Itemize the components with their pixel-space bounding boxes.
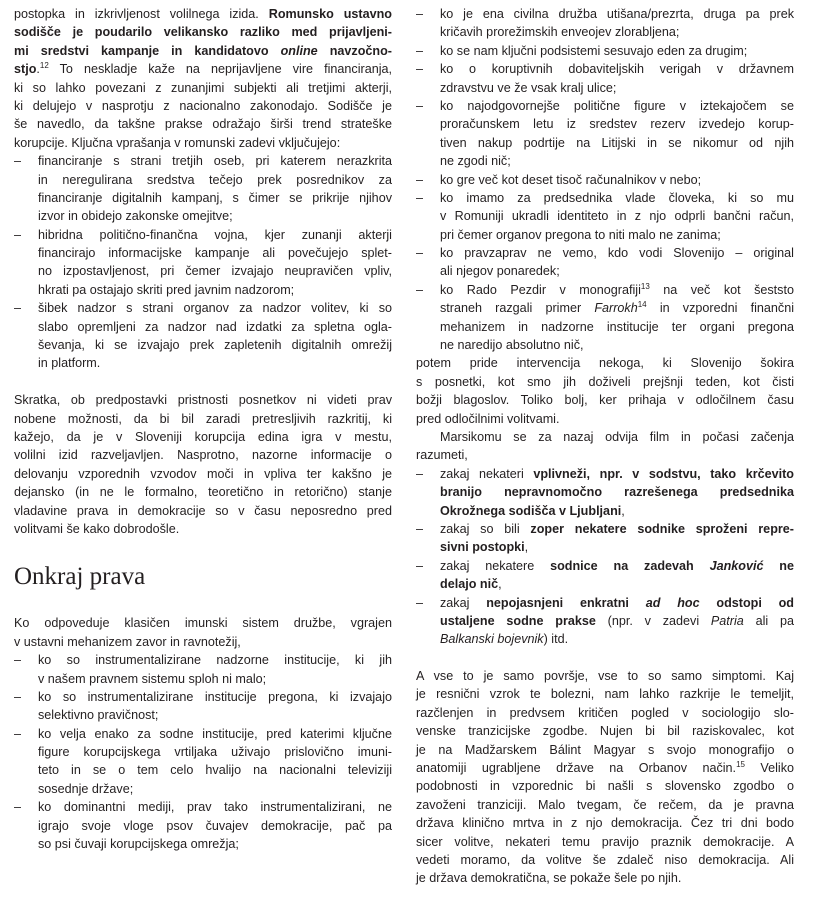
text-line: branijo nepravnomočno razrešenega predsednika <box>440 485 794 500</box>
text-line: ne zgodi nič; <box>440 154 511 169</box>
text-line: Balkanski bojevnik) itd. <box>440 632 569 647</box>
text-line: ko so instrumentalizirane nadzorne institucije, ki jih <box>38 653 392 668</box>
why-list <box>416 465 794 649</box>
text-line: selektivno pravičnost; <box>38 708 159 723</box>
list-dash: – <box>416 246 424 261</box>
text-line: sivni postopki, <box>440 540 529 555</box>
text-line: zakaj nekateri vplivneži, npr. v sodstvu, tako krčevito <box>440 466 794 481</box>
text-line: ko Rado Pezdir v monografiji$^{13}$ na več kot šeststo <box>440 281 794 297</box>
text-line: Marsikomu se za nazaj odvija film in počasi začenja <box>440 429 794 444</box>
list-dash: – <box>416 466 424 481</box>
list-item <box>416 171 794 189</box>
list-dash: – <box>416 595 424 610</box>
text-line: sodišče je poudarilo velikansko razliko med prijavljeni- <box>14 25 392 40</box>
list-item <box>416 97 794 171</box>
text-line: straneh razgali primer Farrokh$^{14}$ in vzporedni finančni <box>440 300 794 316</box>
text-line: razumeti, <box>416 448 468 463</box>
symptoms-list <box>416 5 794 354</box>
text-line: volitvami še kako dobrodošle. <box>14 521 180 536</box>
list-dash: – <box>416 43 424 58</box>
text-line: zakaj nekatere sodnice na zadevah Janković ne <box>440 558 794 573</box>
text-line: zakaj nepojasnjeni enkratni ad hoc odstopi od <box>440 595 795 610</box>
intervention-paragraph <box>416 354 794 428</box>
text-line: zdravstvu ve že vsak kralj ulice; <box>440 80 617 95</box>
text-line: delovanju vzporednih vzvodov moči in vpliva ter kakšno je <box>14 466 392 481</box>
text-line: mi sredstvi kampanje in kandidatovo online navzočno- <box>14 43 392 58</box>
list-item <box>14 299 392 373</box>
list-item <box>416 281 794 355</box>
list-item <box>14 725 392 799</box>
text-line: sicer volitve, nekateri temu pravijo praznik demokracije. A <box>416 834 794 849</box>
text-line: Skratka, ob predpostavki pristnosti posnetkov ni videti prav <box>14 393 392 408</box>
text-line: financiranje s strani tretjih oseb, pri katerem nerazkrita <box>38 154 392 169</box>
text-line: hibridna politično-finančna vojna, kjer zunanji akterji <box>38 227 392 242</box>
text-line: potem pride intervencija nekoga, ki Slovenijo šokira <box>416 356 794 371</box>
list-dash: – <box>14 227 22 242</box>
text-line: ko pravzaprav ne vemo, kdo vodi Slovenijo – original <box>440 246 794 261</box>
text-line: kažejo, da je v Sloveniji korupcija edina igra v mestu, <box>14 429 392 444</box>
institutions-list <box>14 651 392 853</box>
conclusion-paragraph <box>416 667 794 888</box>
list-dash: – <box>416 7 424 21</box>
list-dash: – <box>14 653 22 668</box>
text-line: razčlenjen in predvsem kritičen pogled v sociologijo slo- <box>416 705 794 720</box>
text-line: slabo opremljeni za nadzor nad izdatki za spletna ogla- <box>38 319 392 334</box>
text-line: božji blagoslov. Toliko bolj, ker prihaja v odločilnem času <box>416 393 794 408</box>
list-item <box>14 688 392 725</box>
text-line: postopka in izkrivljenost volilnega izida. Romunsko ustavno <box>14 7 392 21</box>
text-line: in platform. <box>38 356 101 371</box>
list-dash: – <box>14 800 22 815</box>
right-column <box>416 5 794 888</box>
section-heading: Onkraj prava <box>14 563 146 591</box>
text-line: je država demokratična, se pokaže šele po njih. <box>416 871 682 886</box>
text-line: vedeti moramo, da volitve še zdaleč niso demokracija. Ali <box>416 852 794 867</box>
intro-paragraph <box>14 5 392 152</box>
immune-system-paragraph <box>14 614 392 651</box>
text-line: v našem pravnem sistemu sploh ni malo; <box>38 671 267 686</box>
text-line: s posnetki, kot smo jih doživeli prejšnji teden, kot čisti <box>416 374 794 389</box>
list-item <box>416 5 794 42</box>
text-line: proračunskem letu iz sredstev rezerv izvedejo korup- <box>440 117 794 132</box>
text-line: mehanizem in nadzorne institucije ter organi pregona <box>440 319 794 334</box>
list-item <box>416 244 794 281</box>
list-item <box>416 465 794 520</box>
text-line: stjo.$^{12}$ To neskladje kaže na neprijavljene vire financiranja, <box>14 60 392 77</box>
text-line: so psi čuvaji korupcijskega omrežja; <box>38 837 239 852</box>
text-line: in neregulirana sredstva tečejo prek posrednikov za <box>38 172 392 187</box>
text-line: A vse to je samo površje, vse to so samo simptomi. Kaj <box>416 669 794 684</box>
text-line: ko gre več kot deset tisoč računalnikov v nebo; <box>440 172 702 187</box>
text-line: zavoženi tranziciji. Malo tvegam, če rečem, da je pravna <box>416 797 794 812</box>
text-line: ko so instrumentalizirane institucije pregona, ki izvajajo <box>38 689 392 704</box>
text-line: šibek nadzor s strani organov za nadzor volitev, ki so <box>38 301 392 316</box>
text-line: teto in se o tem celo hvalijo na nacionalni televiziji <box>38 763 392 778</box>
text-line: financirajo informacijske kampanje ali povečujejo splet- <box>38 246 392 261</box>
text-line: vladavine prava in demokracije so v času neposredno pred <box>14 503 392 518</box>
text-line: ševanja, ki se izvajajo prek zapletenih digitalnih omrežij <box>38 338 392 353</box>
summary-paragraph <box>14 391 392 538</box>
text-line: še navedlo, da takšne prakse odražajo širši trend strateške <box>14 117 392 132</box>
list-dash: – <box>14 154 22 169</box>
text-line: je resnični vzrok te bolezni, nam lahko razkrije le temeljit, <box>416 687 794 702</box>
list-dash: – <box>416 558 424 573</box>
list-dash: – <box>416 521 424 536</box>
text-line: v ustavni mehanizem zavor in ravnotežij, <box>14 634 241 649</box>
text-line: Ko odpoveduje klasičen imunski sistem družbe, vgrajen <box>14 616 392 631</box>
list-item <box>416 594 794 649</box>
list-item <box>416 520 794 557</box>
text-line: zakaj so bili zoper nekatere sodnike sproženi repre- <box>440 521 794 536</box>
text-line: ki so lahko povezani z zunanjimi subjekti ali tretjimi akterji, <box>14 80 392 95</box>
list-dash: – <box>14 689 22 704</box>
list-item <box>416 557 794 594</box>
text-line: financiranje digitalnih kampanj, s čimer se prikrije njihov <box>38 190 392 205</box>
text-line: ko dominantni mediji, prav tako instrumentalizirani, ne <box>38 800 392 815</box>
text-line: nobene možnosti, da bi bil zaradi pretresljivih razkritij, ki <box>14 411 392 426</box>
text-line: pri čemer organov pregona to niti malo ne zanima; <box>440 227 721 242</box>
list-item <box>416 60 794 97</box>
text-line: je na Madžarskem Bálint Magyar s svojo monografijo o <box>416 742 794 757</box>
list-dash: – <box>416 172 424 187</box>
text-line: figure korupcijskega vrtiljaka uživajo prislovično imuni- <box>38 745 392 760</box>
text-line: tiven nakup podrtije na Litijski in se nikomur od njih <box>440 135 794 150</box>
text-line: ki delujejo v nasprotju z nacionalno zakonodajo. Sodišče je <box>14 98 392 113</box>
understanding-paragraph <box>416 428 794 465</box>
text-line: delajo nič, <box>440 577 502 592</box>
romania-issues-list <box>14 152 392 373</box>
list-item <box>416 42 794 60</box>
text-line: ko o koruptivnih dobaviteljskih verigah v državnem <box>440 62 794 77</box>
list-dash: – <box>416 98 424 113</box>
list-item <box>14 798 392 853</box>
text-line: dejansko (in ne le formalno, teoretično in retorično) stanje <box>14 485 392 500</box>
text-line: pred odločilnimi volitvami. <box>416 411 560 426</box>
left-column <box>14 5 392 853</box>
list-dash: – <box>416 62 424 77</box>
list-dash: – <box>14 726 22 741</box>
text-line: igrajo svoje vloge psov čuvajev demokracije, pač pa <box>38 818 392 833</box>
text-line: no izpostavljenost, pri čemer izvajajo neupravičen vpliv, <box>38 264 392 279</box>
text-line: Okrožnega sodišča v Ljubljani, <box>440 503 625 518</box>
list-dash: – <box>416 190 424 205</box>
text-line: ustaljene sodne prakse (npr. v zadevi Patria ali pa <box>440 613 794 628</box>
text-line: podobnosti in vzporednic bi našli s slovensko zgodbo o <box>416 779 794 794</box>
text-line: ko velja enako za sodne institucije, pred katerimi ključne <box>38 726 392 741</box>
text-line: ko najodgovornejše politične figure v iztekajočem se <box>440 98 794 113</box>
text-line: korupcije. Ključna vprašanja v romunski zadevi vključujejo: <box>14 135 341 150</box>
list-item <box>416 189 794 244</box>
list-item <box>14 226 392 300</box>
list-dash: – <box>416 282 424 297</box>
text-line: ali njegov ponaredek; <box>440 264 560 279</box>
text-line: ko se nam ključni podsistemi sesuvajo eden za drugim; <box>440 43 748 58</box>
text-line: ne naredijo absolutno nič, <box>440 338 584 353</box>
text-line: ko imamo za predsednika vlade človeka, ki so mu <box>440 190 794 205</box>
text-line: kričavih prorežimskih enveojev zlorabljena; <box>440 25 680 40</box>
text-line: anatomiji ugrabljene države na Orbanov način.$^{15}$ Veliko <box>416 759 794 776</box>
text-line: v Romuniji ukradli identiteto in z njo odprli bančni račun, <box>440 209 794 224</box>
text-line: venske tranzicijske zgodbe. Nujen bi bil raziskovalec, kot <box>416 724 794 739</box>
text-line: država klinično mrtva in z njo demokracija. Čez tri dni bodo <box>416 816 794 831</box>
text-line: sosednje države; <box>38 781 134 796</box>
text-line: hkrati pa ostajajo skriti pred javnim nadzorom; <box>38 282 295 297</box>
list-item <box>14 152 392 226</box>
text-line: izvor in obidejo zakonske omejitve; <box>38 209 233 224</box>
text-line: volilni izid razveljavljen. Nasprotno, nazorne informacije o <box>14 448 392 463</box>
text-line: ko je ena civilna družba utišana/prezrta, druga pa prek <box>440 7 794 21</box>
list-item <box>14 651 392 688</box>
list-dash: – <box>14 301 22 316</box>
